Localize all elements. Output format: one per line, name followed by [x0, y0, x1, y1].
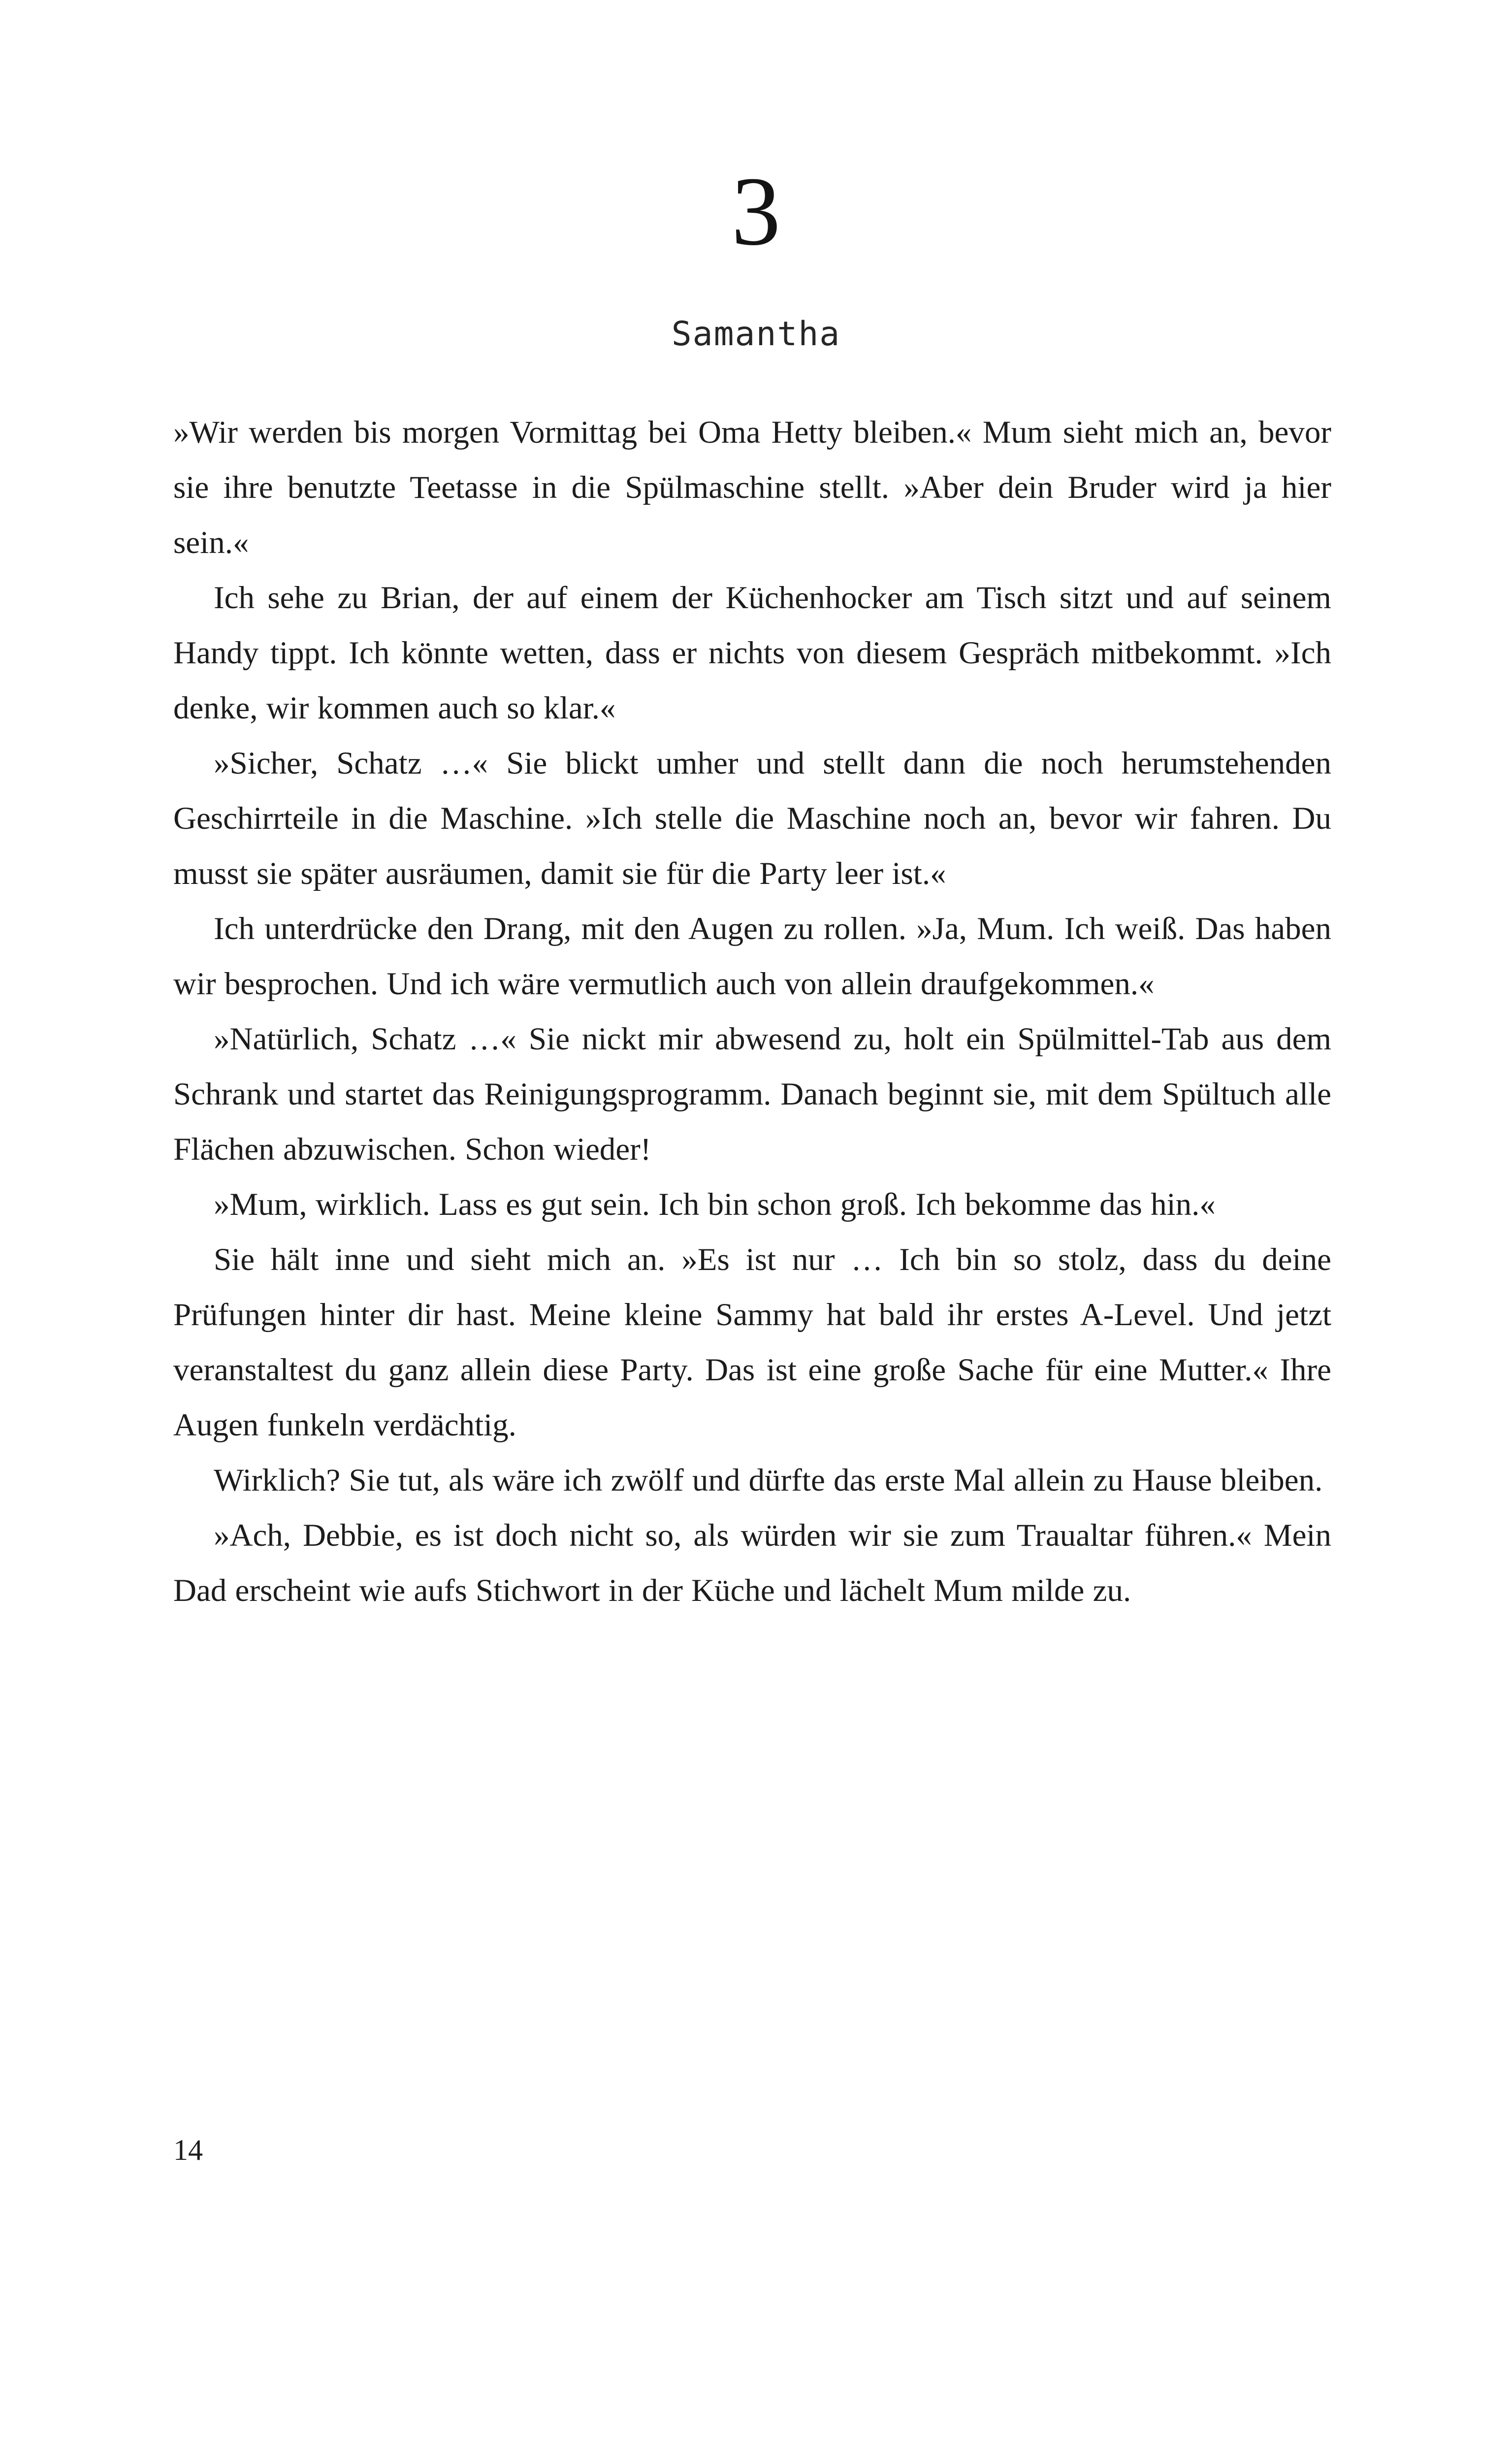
chapter-number: 3 — [731, 157, 781, 266]
page-number: 14 — [173, 2134, 203, 2166]
paragraph: »Ach, Debbie, es ist doch nicht so, als würden wir sie zum Traualtar führen.« Mein Dad erscheint wie aufs Stichwort in der Küche und lächelt Mum milde zu. — [173, 1518, 1331, 1608]
chapter-title: Samantha — [671, 315, 841, 354]
paragraph: Ich unterdrücke den Drang, mit den Augen zu rollen. »Ja, Mum. Ich weiß. Das haben wir besprochen. Und ich wäre vermutlich auch von allein draufgekommen.« — [173, 911, 1331, 1002]
paragraph: »Wir werden bis morgen Vormittag bei Oma Hetty bleiben.« Mum sieht mich an, bevor sie ihre benutzte Teetasse in die Spülmaschine stellt. »Aber dein Bruder wird ja hier sein.« — [173, 415, 1331, 560]
body-text — [173, 405, 1331, 1618]
paragraph: Wirklich? Sie tut, als wäre ich zwölf und dürfte das erste Mal allein zu Hause bleiben. — [214, 1463, 1323, 1498]
paragraph: »Natürlich, Schatz …« Sie nickt mir abwesend zu, holt ein Spülmittel-Tab aus dem Schrank und startet das Reinigungsprogramm. Danach beginnt sie, mit dem Spültuch alle Flächen abzuwischen. Schon wieder! — [173, 1021, 1331, 1167]
paragraph: »Mum, wirklich. Lass es gut sein. Ich bin schon groß. Ich bekomme das hin.« — [214, 1187, 1216, 1222]
paragraph: Sie hält inne und sieht mich an. »Es ist nur … Ich bin so stolz, dass du deine Prüfungen hinter dir hast. Meine kleine Sammy hat bald ihr erstes A-Level. Und jetzt veranstaltest du ganz allein diese Party. Das ist eine große Sache für eine Mutter.« Ihre Augen funkeln verdächtig. — [173, 1242, 1331, 1443]
paragraph: »Sicher, Schatz …« Sie blickt umher und stellt dann die noch herumstehenden Geschirrteile in die Maschine. »Ich stelle die Maschine noch an, bevor wir fahren. Du musst sie später ausräumen, damit sie für die Party leer ist.« — [173, 746, 1331, 891]
paragraph: Ich sehe zu Brian, der auf einem der Küchenhocker am Tisch sitzt und auf seinem Handy tippt. Ich könnte wetten, dass er nichts von diesem Gespräch mitbekommt. »Ich denke, wir kommen auch so klar.« — [173, 580, 1331, 726]
